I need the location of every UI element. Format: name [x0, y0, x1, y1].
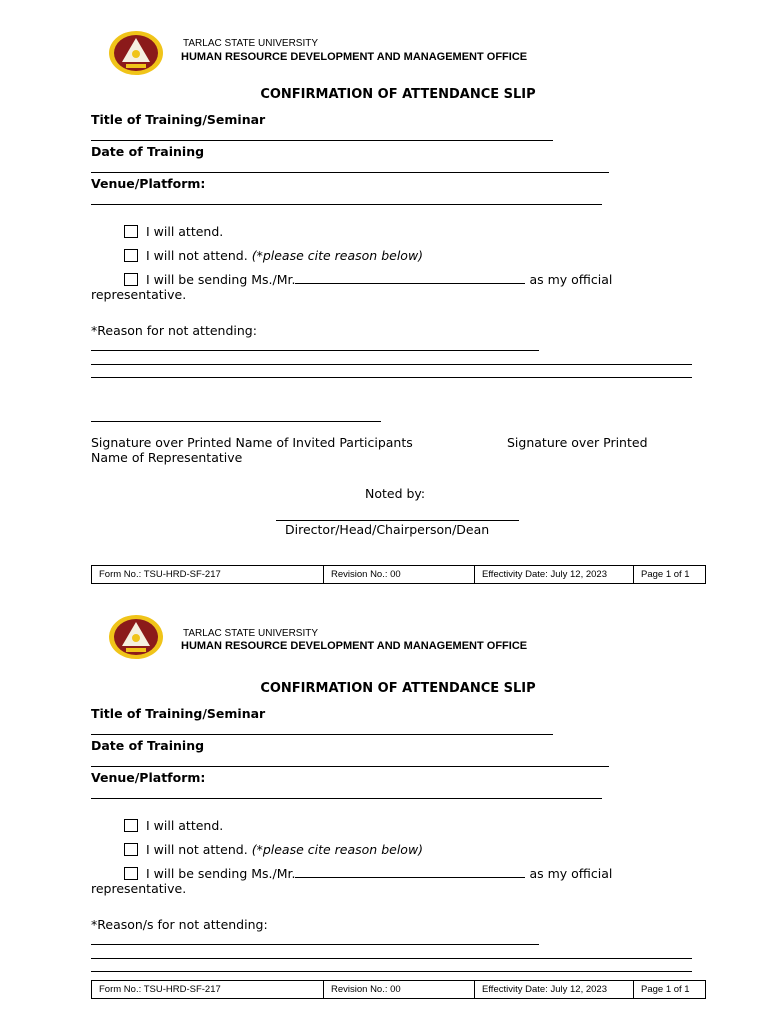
form-title: CONFIRMATION OF ATTENDANCE SLIP	[260, 681, 536, 696]
attend-checkbox[interactable]	[124, 819, 138, 832]
effectivity-date: Effectivity Date: July 12, 2023	[475, 566, 634, 583]
page-number: Page 1 of 1	[641, 569, 690, 580]
training-date-field[interactable]	[91, 766, 609, 767]
option-send-representative	[124, 272, 612, 287]
reason-label: *Reason for not attending:	[91, 323, 257, 338]
venue-label: Venue/Platform:	[91, 770, 206, 785]
page-number: Page 1 of 1	[641, 984, 690, 995]
send-representative-checkbox[interactable]	[124, 273, 138, 286]
not-attend-label: I will not attend.	[146, 842, 248, 857]
reason-line-3[interactable]	[91, 971, 692, 972]
sending-continuation: representative.	[91, 287, 187, 302]
attend-label: I will attend.	[146, 818, 224, 833]
university-seal-icon	[108, 614, 164, 660]
sending-prefix: I will be sending Ms./Mr.	[146, 272, 296, 287]
send-representative-checkbox[interactable]	[124, 867, 138, 880]
office-name: HUMAN RESOURCE DEVELOPMENT AND MANAGEMENT OFFICE	[181, 640, 528, 652]
effectivity-date: Effectivity Date: July 12, 2023	[475, 981, 634, 998]
noted-signature-line[interactable]	[276, 520, 519, 521]
revision-number: Revision No.: 00	[324, 566, 475, 583]
noted-by-label: Noted by:	[365, 486, 426, 501]
representative-signature-label-1: Signature over Printed	[507, 435, 648, 450]
reason-line-2[interactable]	[91, 958, 692, 959]
participant-signature-line[interactable]	[91, 421, 381, 422]
noted-role-label: Director/Head/Chairperson/Dean	[285, 522, 490, 537]
option-not-attend	[124, 842, 423, 857]
reason-line-3[interactable]	[91, 377, 692, 378]
university-seal-icon	[108, 30, 164, 76]
sending-prefix: I will be sending Ms./Mr.	[146, 866, 296, 881]
representative-signature-label-2: Name of Representative	[91, 450, 243, 465]
reason-line-1[interactable]	[91, 944, 539, 945]
form-footer	[91, 565, 706, 584]
training-date-label: Date of Training	[91, 738, 205, 753]
representative-name-field[interactable]	[295, 272, 525, 284]
not-attend-note: (*please cite reason below)	[251, 842, 424, 857]
reason-line-1[interactable]	[91, 350, 539, 351]
reason-label: *Reason/s for not attending:	[91, 917, 268, 932]
attend-label: I will attend.	[146, 224, 224, 239]
form-number: Form No.: TSU-HRD-SF-217	[92, 566, 324, 583]
option-attend	[124, 224, 223, 239]
revision-number: Revision No.: 00	[324, 981, 475, 998]
not-attend-note: (*please cite reason below)	[251, 248, 424, 263]
option-send-representative	[124, 866, 612, 881]
training-date-label: Date of Training	[91, 144, 205, 159]
university-name: TARLAC STATE UNIVERSITY	[183, 628, 319, 639]
training-title-field[interactable]	[91, 140, 553, 141]
training-title-label: Title of Training/Seminar	[91, 112, 266, 127]
training-title-label: Title of Training/Seminar	[91, 706, 266, 721]
sending-suffix: as my official	[529, 866, 613, 881]
university-name: TARLAC STATE UNIVERSITY	[183, 38, 319, 49]
reason-line-2[interactable]	[91, 364, 692, 365]
sending-continuation: representative.	[91, 881, 187, 896]
sending-suffix: as my official	[529, 272, 613, 287]
representative-name-field[interactable]	[295, 866, 525, 878]
not-attend-label: I will not attend.	[146, 248, 248, 263]
form-footer	[91, 980, 706, 999]
participant-signature-label: Signature over Printed Name of Invited Participants	[91, 435, 413, 450]
venue-field[interactable]	[91, 204, 602, 205]
venue-field[interactable]	[91, 798, 602, 799]
attendance-slip-2	[0, 592, 770, 1024]
office-name: HUMAN RESOURCE DEVELOPMENT AND MANAGEMENT OFFICE	[181, 51, 528, 63]
venue-label: Venue/Platform:	[91, 176, 206, 191]
option-attend	[124, 818, 223, 833]
attend-checkbox[interactable]	[124, 225, 138, 238]
form-title: CONFIRMATION OF ATTENDANCE SLIP	[260, 87, 536, 102]
form-number: Form No.: TSU-HRD-SF-217	[92, 981, 324, 998]
option-not-attend	[124, 248, 423, 263]
not-attend-checkbox[interactable]	[124, 843, 138, 856]
not-attend-checkbox[interactable]	[124, 249, 138, 262]
training-date-field[interactable]	[91, 172, 609, 173]
training-title-field[interactable]	[91, 734, 553, 735]
